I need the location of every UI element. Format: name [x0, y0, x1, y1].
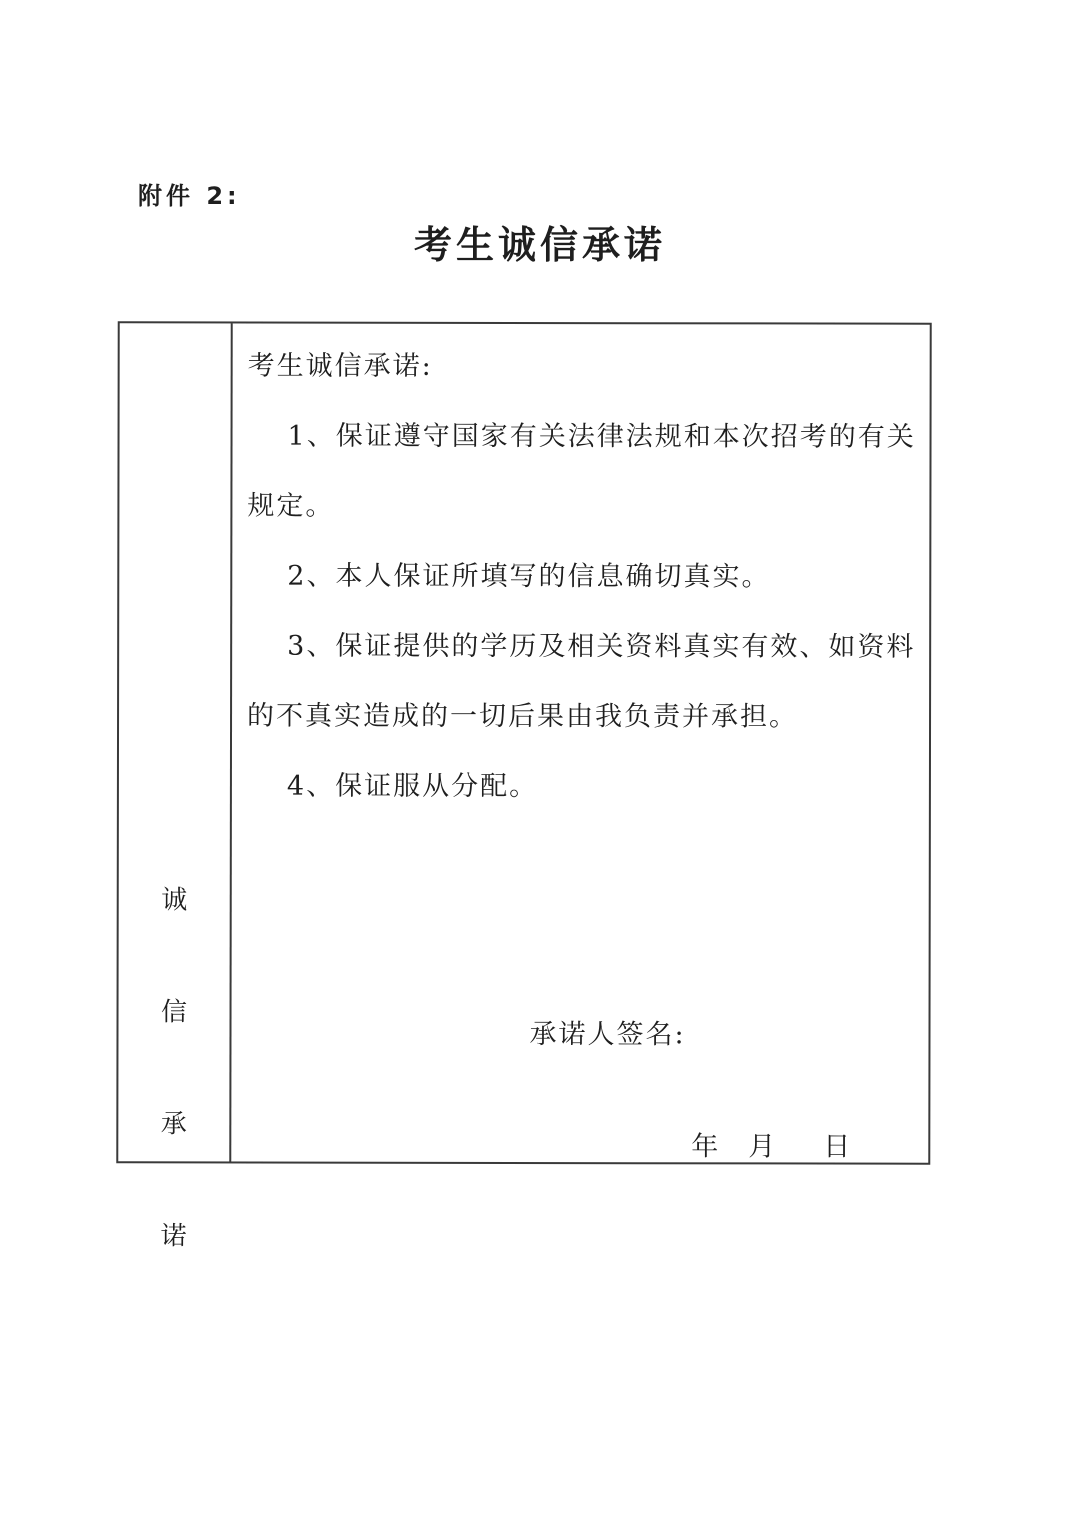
date-year: 年 [691, 1131, 719, 1163]
commitment-table [116, 321, 931, 1252]
item-4-line-1: 4、保证服从分配。 [286, 770, 539, 803]
side-label-char: 承 [160, 1109, 187, 1140]
item-2-line-1: 2、本人保证所填写的信息确切真实。 [287, 560, 771, 593]
item-3-line-2: 的不真实造成的一切后果由我负责并承担。 [247, 700, 799, 733]
attachment-label: 附件 2: [138, 182, 241, 210]
content-heading: 考生诚信承诺: [247, 350, 433, 382]
signature-label: 承诺人签名: [529, 1019, 686, 1051]
date-month: 月 [748, 1131, 776, 1163]
item-1-line-1: 1、保证遵守国家有关法律法规和本次招考的有关 [287, 420, 916, 453]
page-title: 考生诚信承诺 [413, 223, 666, 267]
side-label-char: 诺 [160, 1221, 187, 1252]
content-cell [231, 323, 929, 1162]
side-label-char: 诚 [161, 885, 188, 916]
side-label-char: 信 [160, 997, 188, 1028]
side-label-cell [118, 323, 232, 1252]
item-1-line-2: 规定。 [247, 490, 335, 522]
date-day: 日 [823, 1131, 851, 1163]
item-3-line-1: 3、保证提供的学历及相关资料真实有效、如资料 [287, 630, 916, 663]
